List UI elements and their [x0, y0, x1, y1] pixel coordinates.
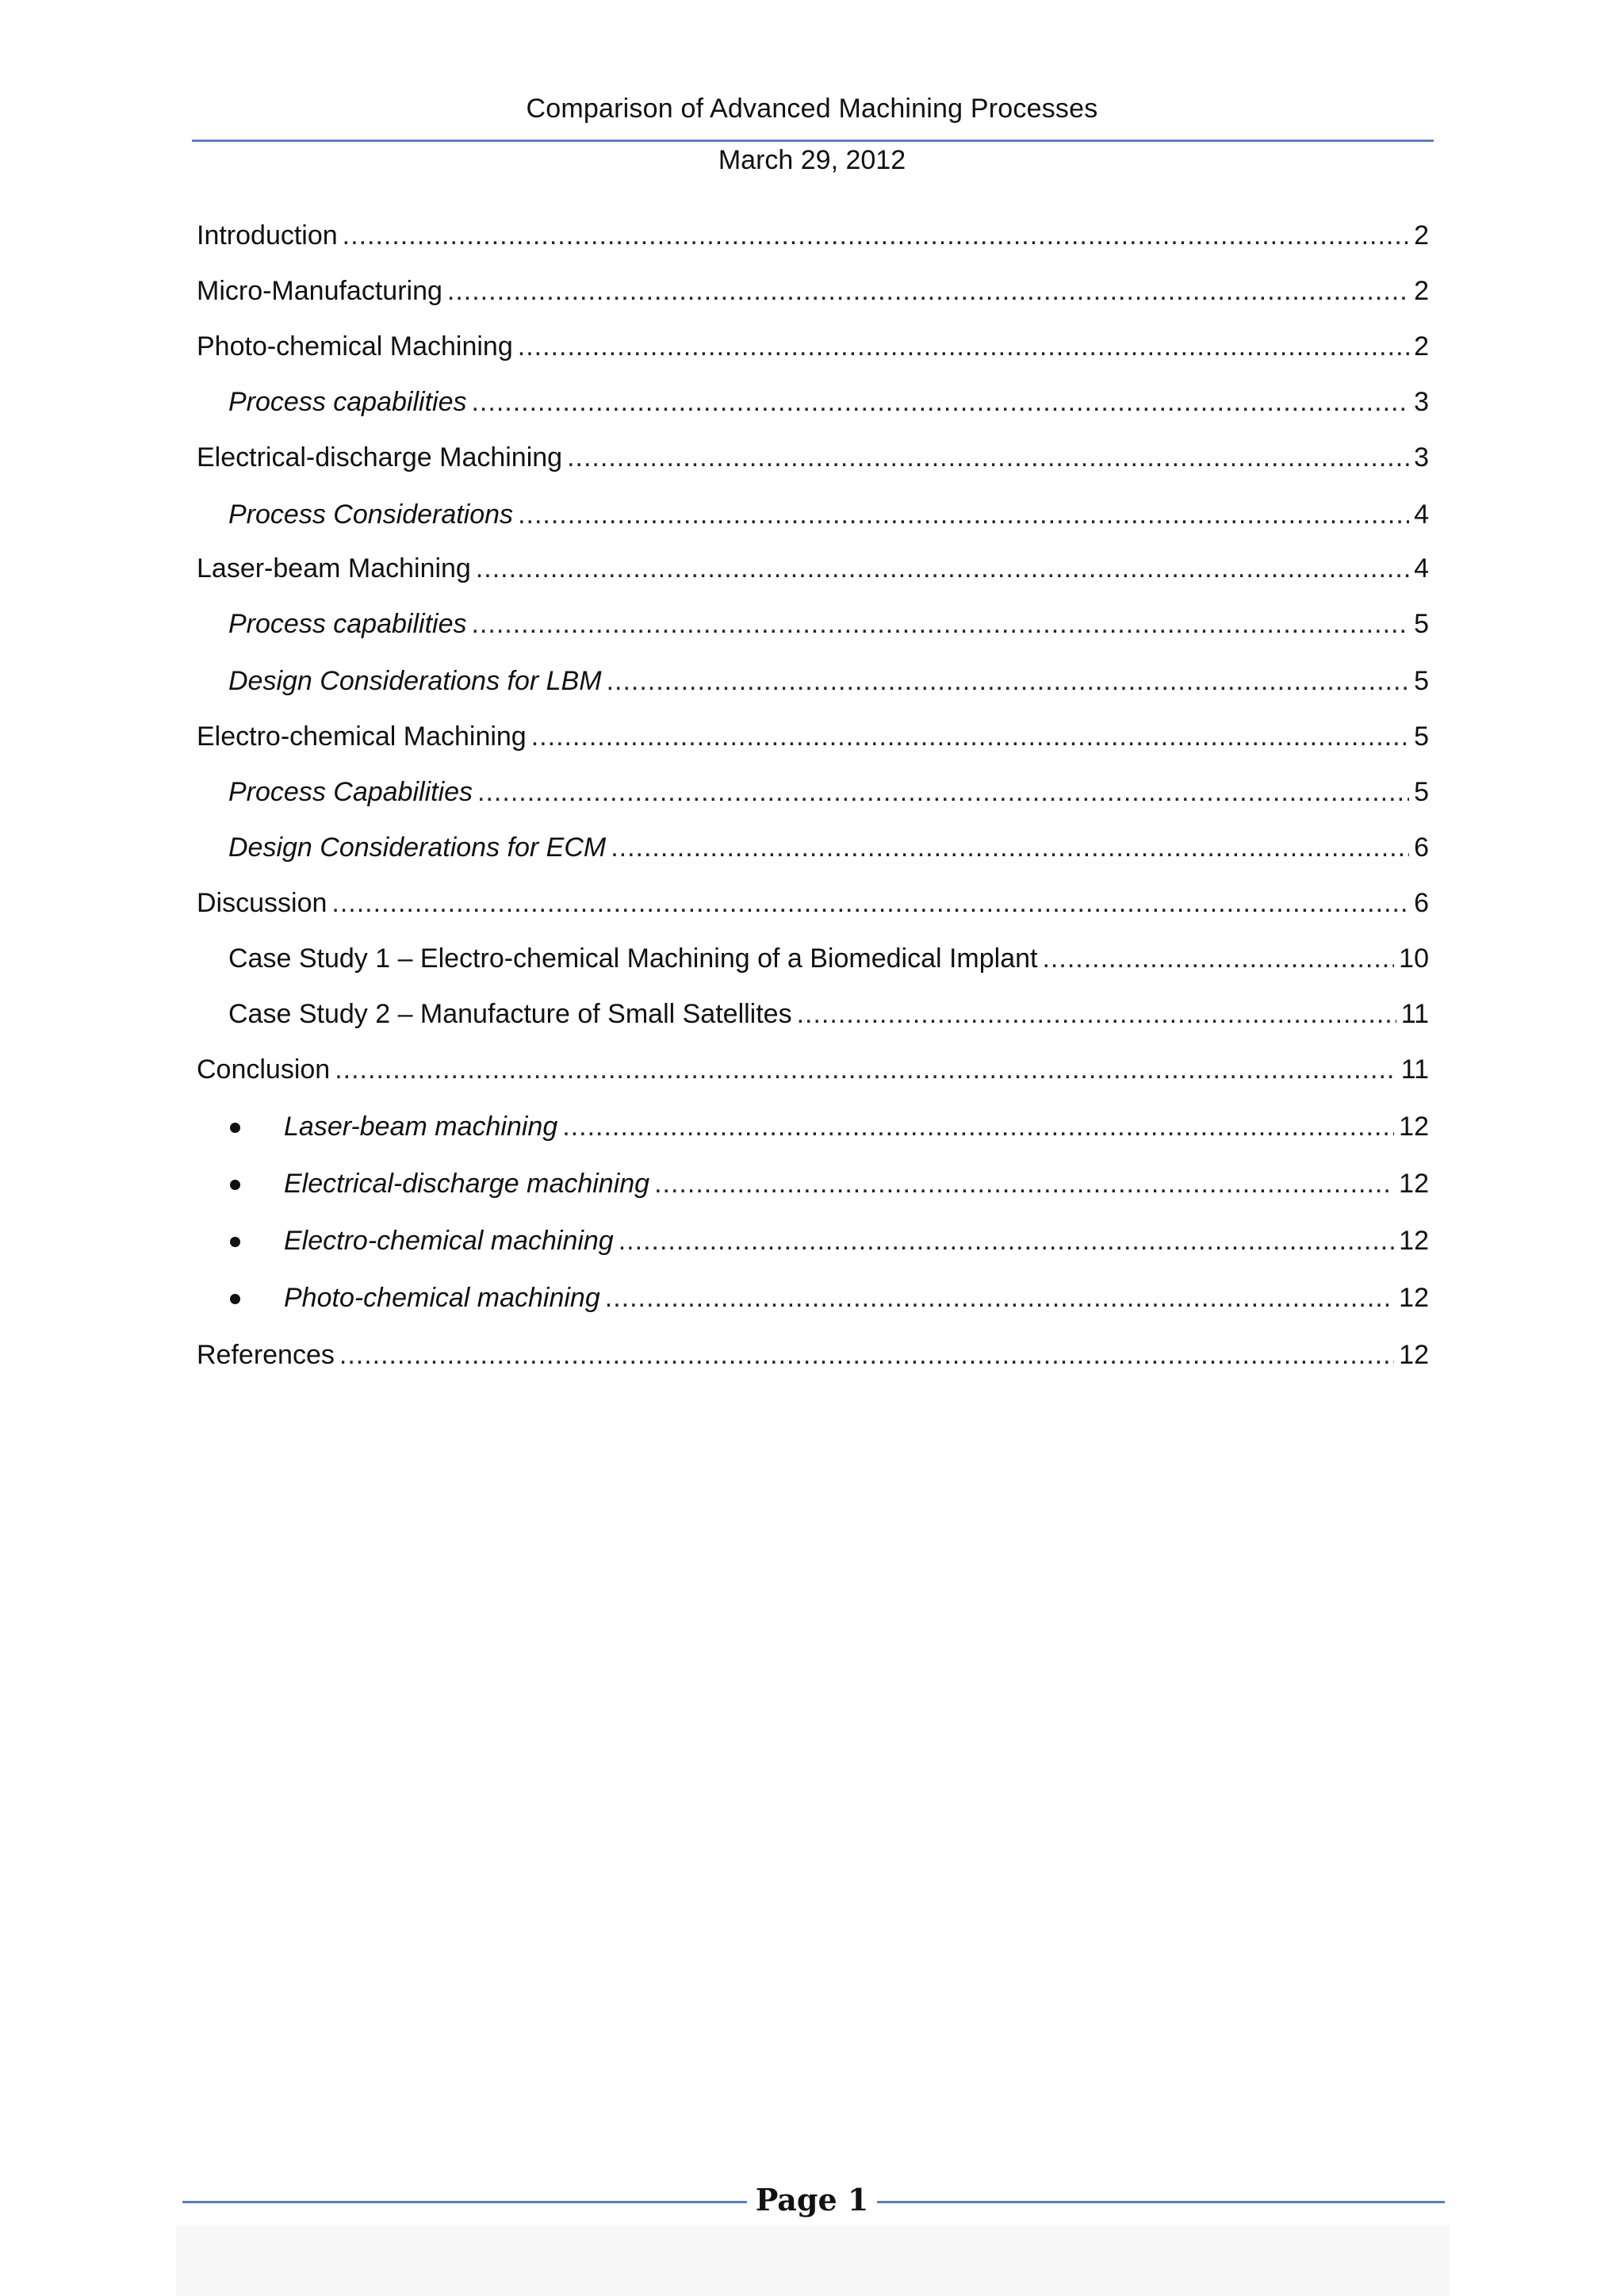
toc-dot-leader [611, 832, 1409, 863]
toc-entry[interactable] [197, 220, 1429, 260]
toc-entry-label: Photo-chemical machining [284, 1283, 600, 1313]
toc-entry-label: Micro-Manufacturing [197, 276, 442, 306]
bullet-icon [230, 1294, 240, 1304]
toc-entry-page-number: 5 [1414, 777, 1429, 807]
toc-dot-leader [607, 666, 1410, 697]
toc-entry-page-number: 3 [1414, 387, 1429, 417]
toc-dot-leader [518, 331, 1409, 362]
toc-entry[interactable] [197, 666, 1429, 706]
footer-divider-left [182, 2201, 747, 2203]
toc-entry[interactable] [197, 832, 1429, 872]
toc-entry[interactable] [197, 442, 1429, 482]
toc-entry[interactable] [197, 331, 1429, 371]
toc-entry-label: Process Capabilities [228, 777, 473, 807]
toc-dot-leader [471, 609, 1409, 640]
toc-entry-label: Electro-chemical machining [284, 1226, 614, 1256]
toc-entry-page-number: 11 [1400, 1054, 1429, 1085]
toc-dot-leader [339, 1340, 1394, 1371]
toc-entry-page-number: 5 [1414, 666, 1429, 696]
toc-entry-label: Case Study 2 – Manufacture of Small Satellites [228, 999, 792, 1029]
toc-entry[interactable] [197, 553, 1429, 593]
toc-entry-label: Case Study 1 – Electro-chemical Machining of a Biomedical Implant [228, 943, 1038, 974]
header-title: Comparison of Advanced Machining Processes [526, 94, 1098, 124]
toc-dot-leader [477, 777, 1409, 808]
toc-entry-label: Process capabilities [228, 609, 467, 639]
header-date: March 29, 2012 [718, 145, 906, 175]
toc-entry-page-number: 5 [1414, 609, 1429, 639]
toc-dot-leader [567, 442, 1409, 473]
toc-dot-leader [562, 1112, 1394, 1142]
toc-entry[interactable] [197, 999, 1429, 1039]
toc-entry-label: Design Considerations for ECM [228, 832, 607, 863]
toc-entry[interactable] [197, 1169, 1429, 1208]
toc-entry[interactable] [197, 387, 1429, 427]
toc-entry[interactable] [197, 1112, 1429, 1151]
toc-entry-page-number: 12 [1399, 1283, 1429, 1313]
toc-entry-page-number: 6 [1414, 832, 1429, 863]
toc-entry[interactable] [197, 888, 1429, 928]
toc-entry-label: Conclusion [197, 1054, 331, 1085]
toc-entry-label: Process Considerations [228, 499, 514, 530]
toc-entry[interactable] [197, 1340, 1429, 1380]
toc-entry-page-number: 4 [1414, 499, 1429, 530]
toc-entry[interactable] [197, 1226, 1429, 1265]
toc-entry-label: Electrical-discharge Machining [197, 442, 563, 473]
bullet-icon [230, 1237, 240, 1247]
footer-page-number: Page 1 [755, 2182, 869, 2218]
toc-entry-page-number: 3 [1414, 442, 1429, 473]
toc-dot-leader [797, 999, 1396, 1030]
toc-entry-label: Process capabilities [228, 387, 467, 417]
toc-entry-page-number: 12 [1399, 1112, 1429, 1142]
toc-entry[interactable] [197, 499, 1429, 539]
toc-dot-leader [518, 499, 1409, 530]
toc-entry-page-number: 12 [1399, 1169, 1429, 1199]
toc-dot-leader [476, 553, 1409, 584]
toc-entry[interactable] [197, 609, 1429, 649]
toc-entry[interactable] [197, 721, 1429, 761]
toc-entry-label: Electrical-discharge machining [284, 1169, 650, 1199]
toc-entry-label: Photo-chemical Machining [197, 331, 513, 362]
toc-entry-page-number: 4 [1414, 553, 1429, 584]
toc-entry-label: Electro-chemical Machining [197, 721, 527, 752]
toc-dot-leader [1042, 943, 1394, 974]
toc-dot-leader [335, 1054, 1396, 1085]
toc-entry-page-number: 2 [1414, 220, 1429, 251]
toc-entry[interactable] [197, 1283, 1429, 1322]
toc-dot-leader [471, 387, 1409, 418]
toc-entry-page-number: 6 [1414, 888, 1429, 918]
toc-entry-label: Laser-beam Machining [197, 553, 471, 584]
toc-entry-page-number: 12 [1399, 1340, 1429, 1370]
toc-dot-leader [605, 1283, 1394, 1314]
toc-entry[interactable] [197, 777, 1429, 817]
header-divider [192, 140, 1434, 142]
footer-shade [176, 2225, 1450, 2296]
toc-entry-page-number: 12 [1399, 1226, 1429, 1256]
toc-entry-label: Laser-beam machining [284, 1112, 558, 1142]
toc-entry-page-number: 5 [1414, 721, 1429, 752]
toc-dot-leader [447, 276, 1409, 307]
toc-entry-page-number: 10 [1399, 943, 1429, 974]
toc-entry[interactable] [197, 1054, 1429, 1094]
toc-entry-page-number: 2 [1414, 331, 1429, 362]
toc-dot-leader [654, 1169, 1394, 1200]
toc-dot-leader [619, 1226, 1394, 1257]
toc-entry-page-number: 2 [1414, 276, 1429, 306]
toc-entry[interactable] [197, 276, 1429, 316]
toc-entry-label: Discussion [197, 888, 327, 918]
toc-dot-leader [531, 721, 1409, 752]
bullet-icon [230, 1123, 240, 1133]
toc-entry-label: Design Considerations for LBM [228, 666, 602, 696]
toc-dot-leader [331, 888, 1409, 919]
toc-entry-label: Introduction [197, 220, 338, 251]
footer-divider-right [877, 2201, 1445, 2203]
toc-entry-label: References [197, 1340, 335, 1370]
toc-entry-page-number: 11 [1400, 999, 1429, 1029]
bullet-icon [230, 1180, 240, 1190]
toc-entry[interactable] [197, 943, 1429, 983]
toc-dot-leader [343, 220, 1409, 251]
